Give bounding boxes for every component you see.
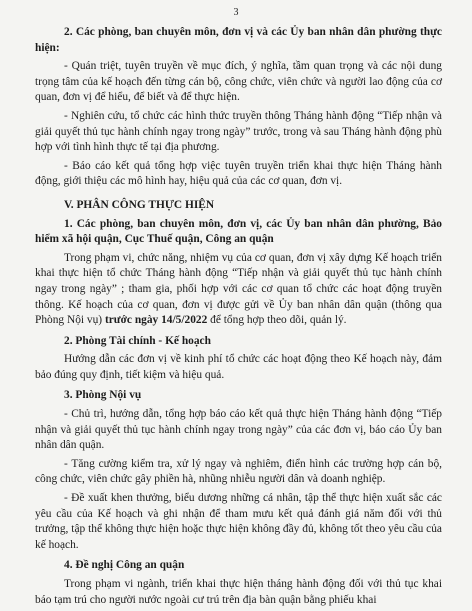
- subsection-heading-2: 2. Phòng Tài chính - Kế hoạch: [64, 334, 211, 347]
- paragraph: - Nghiên cứu, tổ chức các hình thức truyền thông Tháng hành động “Tiếp nhận và giải quyết thủ tục hành chính ngay trong ngày” trước, trong và sau Tháng hành động phù hợp với tình hình thực tế tại địa phương.: [35, 109, 442, 154]
- paragraph: Trong phạm vi ngành, triển khai thực hiện tháng hành động đối với thủ tục khai báo tạm trú cho người nước ngoài cư trú trên địa bàn quận bằng phiếu khai: [35, 578, 442, 606]
- paragraph-text: Trong phạm vi, chức năng, nhiệm vụ của cơ quan, đơn vị xây dựng Kế hoạch triển khai thực hiện tổ chức Tháng hành động “Tiếp nhận và giải quyết thủ tục hành chính ngay trong ngày” ; tham gia, phối hợp với các cơ quan tổ chức các hoạt động truyền thông. Kế hoạch của cơ quan, đơn vị được gửi về Ủy ban nhân dân quận (thông qua Phòng Nội vụ): [35, 251, 442, 327]
- paragraph: - Chủ trì, hướng dẫn, tổng hợp báo cáo kết quả thực hiện Tháng hành động “Tiếp nhận và giải quyết thủ tục hành chính ngay trong ngày” của các đơn vị, báo cáo Ủy ban nhân dân quận.: [35, 408, 442, 452]
- paragraph: - Báo cáo kết quả tổng hợp việc tuyên truyền triển khai thực hiện Tháng hành động, giới thiệu các mô hình hay, hiệu quả của các cơ quan, đơn vị.: [35, 159, 442, 188]
- paragraph: - Đề xuất khen thưởng, biểu dương những cá nhân, tập thể thực hiện xuất sắc các yêu cầu của Kế hoạch và ghi nhận để tham mưu kết quả đánh giá năm đối với thủ trưởng, tập thể không thực hiện hoặc thực hiện không đầy đủ, không tốt theo yêu cầu của kế hoạch.: [35, 492, 442, 551]
- page-content: [35, 25, 442, 611]
- paragraph-text: để tổng hợp theo dõi, quản lý.: [207, 314, 347, 327]
- section-heading-units: 2. Các phòng, ban chuyên môn, đơn vị và các Ủy ban nhân dân phường thực hiện:: [35, 26, 442, 54]
- section-heading-assignment: V. PHÂN CÔNG THỰC HIỆN: [64, 198, 215, 211]
- paragraph: Hướng dẫn các đơn vị về kinh phí tổ chức các hoạt động theo Kế hoạch này, đảm bảo đúng quy định, tiết kiệm và hiệu quả.: [35, 353, 442, 381]
- deadline-text: trước ngày 14/5/2022: [104, 314, 208, 327]
- subsection-heading-1: 1. Các phòng, ban chuyên môn, đơn vị, các Ủy ban nhân dân phường, Bảo hiểm xã hội quận, Cục Thuế quận, Công an quận: [35, 217, 442, 246]
- subsection-heading-3: 3. Phòng Nội vụ: [64, 389, 142, 402]
- page-number: 3: [233, 7, 239, 18]
- paragraph: [35, 251, 442, 329]
- subsection-heading-4: 4. Đề nghị Công an quận: [64, 559, 185, 572]
- paragraph: - Quán triệt, tuyên truyền về mục đích, ý nghĩa, tầm quan trọng và các nội dung trọng tâm của kế hoạch đến từng cán bộ, công chức, viên chức và người lao động của cơ quan, đơn vị để hiểu, để biết và để thực hiện.: [35, 60, 442, 104]
- paragraph: - Tăng cường kiểm tra, xử lý ngay và nghiêm, điển hình các trường hợp cán bộ, công chức, viên chức gây phiền hà, nhũng nhiễu người dân và doanh nghiệp.: [35, 457, 442, 486]
